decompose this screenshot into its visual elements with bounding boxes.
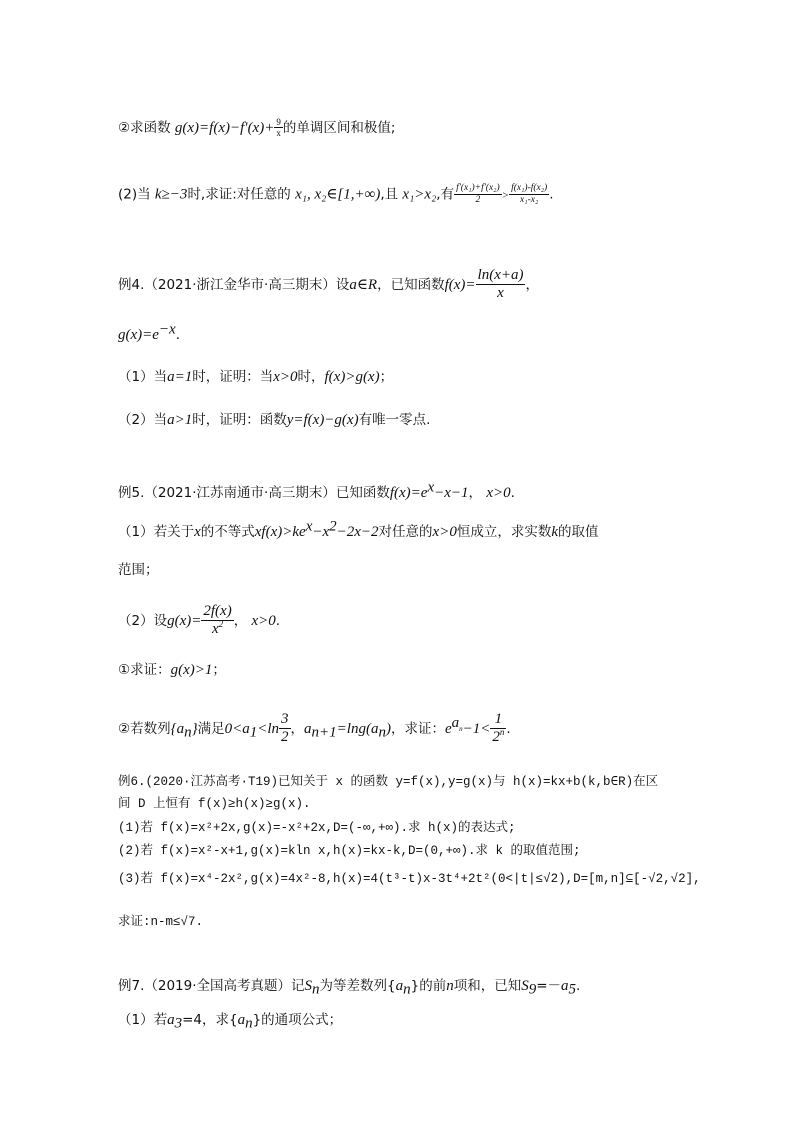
example-5-heading: 例5.（2021·江苏南通市·高三期末）已知函数$f(x)=e^x-x-1$， x>0. (118, 479, 515, 501)
example-4-part-2: （2）当a>1时，证明：函数y=f(x)−g(x)有唯一零点. (118, 412, 431, 428)
example-6-part-3: (3)若 f(x)=x⁴-2x²,g(x)=4x²-8,h(x)=4(t³-t)x-3t⁴+2t²(0<|t|≤√2),D=[m,n]⊆[-√2,√2], (118, 872, 701, 886)
example-6-part-2: (2)若 f(x)=x²-x+1,g(x)=kln x,h(x)=kx-k,D=(0,+∞).求 k 的取值范围; (118, 844, 581, 858)
example-5-part-1: （1）若关于x的不等式$xf(x)>ke^x-x^2-2x-2$对任意的x>0恒成立，求实数k的取值 (118, 518, 599, 540)
example-6-part-1: (1)若 f(x)=x²+2x,g(x)=-x²+2x,D=(-∞,+∞).求 h(x)的表达式; (118, 821, 516, 835)
example-6-part-3-conclusion: 求证:n-m≤√7. (118, 915, 204, 929)
example-4-part-1: （1）当a=1时，证明：当x>0时，f(x)>g(x)； (118, 369, 394, 385)
example-6-line-1: 例6.(2020·江苏高考·T19)已知关于 x 的函数 y=f(x),y=g(x)与 h(x)=kx+b(k,b∈R)在区 (118, 775, 659, 789)
question-2: (2)当 k≥−3时,求证:对任意的 x₁, x₂∈[1,+∞),且 x₁>x₂,有 $\frac{\text{f′(x₁)+f′(x₂)}}{2}$ > $\frac{\text{f(x₁)-f(x₂)}}{\text{x₁-x₂}}$ . (118, 183, 554, 205)
fraction-2f-over-x2: $\frac{2f(x)}{x^2}$ (203, 603, 232, 638)
example-5-sub-1: ①求证：g(x)>1； (118, 662, 226, 678)
fraction-3-over-2: $\frac{3}{2}$ (281, 711, 289, 746)
sub-question-2: ②求函数 g(x)=f(x)−f′(x)+ $\frac{9}{x}$ 的单调区间和极值; (118, 117, 396, 139)
example-7-heading: 例7.（2019·全国高考真题）记$S_n$为等差数列$\{a_n\}$的前n项和，已知$S_9=-a_5$. (118, 978, 581, 998)
example-6-line-2: 间 D 上恒有 f(x)≥h(x)≥g(x). (118, 797, 311, 811)
example-5-part-1-wrap: 范围； (118, 562, 159, 578)
fraction-ln-over-x: $\frac{\ln(x+a)}{x}$ (477, 267, 524, 302)
example-5-sub-2: ②若数列$\{a_n\}$满足$0<a_1<\ln$ $\frac{3}{2}$ ，$a_{n+1}=\ln g(a_n)$，求证：$e^{a_n}-1<$ $\frac{1}{2^n}$ . (118, 711, 511, 746)
example-7-part-1: （1）若$a_3=4$，求$\{a_n\}$的通项公式； (118, 1012, 343, 1032)
example-4-g-definition: $g(x)=e^{-x}$. (118, 321, 181, 343)
example-5-part-2: （2）设g(x)= $\frac{2f(x)}{x^2}$ ， x>0. (118, 603, 281, 638)
example-4-heading: 例4.（2021·浙江金华市·高三期末）设a∈R，已知函数f(x)= $\frac{\ln(x+a)}{x}$ ， (118, 267, 539, 302)
fraction-9-over-x: $\frac{9}{x}$ (276, 117, 281, 139)
fraction-1-over-2n: $\frac{1}{2^n}$ (492, 711, 505, 746)
fraction-difference-quotient: $\frac{\text{f(x₁)-f(x₂)}}{\text{x₁-x₂}}$ (511, 183, 548, 205)
fraction-derivative-average: $\frac{\text{f′(x₁)+f′(x₂)}}{2}$ (456, 183, 500, 205)
